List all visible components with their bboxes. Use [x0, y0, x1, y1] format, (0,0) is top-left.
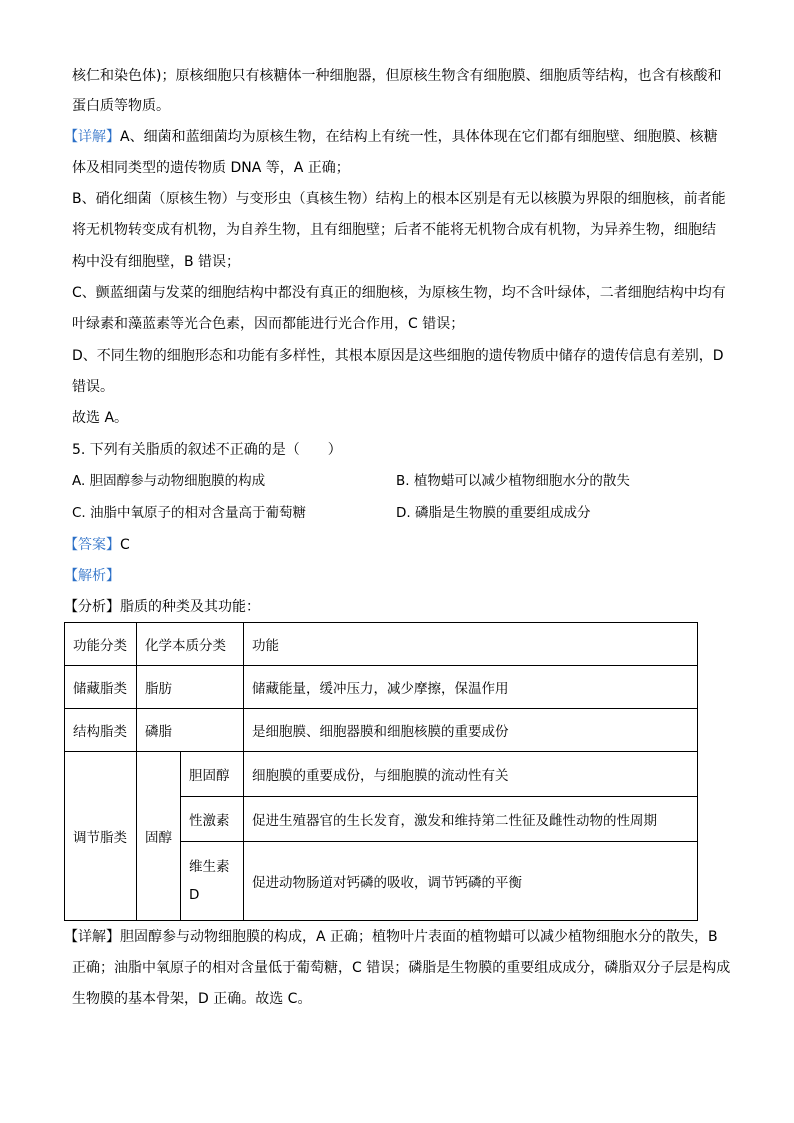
answer-line [64, 535, 130, 555]
table-cell: 固醇 [137, 752, 181, 921]
text-line: C、颤蓝细菌与发菜的细胞结构中都没有真正的细胞核，为原核生物，均不含叶绿体，二者细胞结构中均有 [72, 285, 726, 301]
text-line: 叶绿素和藻蓝素等光合色素，因而都能进行光合作用，C 错误； [72, 316, 465, 332]
option-c: C. 油脂中氧原子的相对含量高于葡萄糖 [72, 505, 307, 521]
option-d: D. 磷脂是生物膜的重要组成成分 [396, 505, 591, 521]
table-cell: 储藏脂类 [65, 666, 137, 709]
table-cell: 性激素 [181, 797, 244, 842]
detail-label: 【详解】 [64, 129, 120, 145]
text-line: B、硝化细菌（原核生物）与变形虫（真核生物）结构上的根本区别是有无以核膜为界限的细胞核，前者能 [72, 191, 726, 207]
table-header-row [65, 623, 698, 666]
fenxi-label: 【分析】 [64, 599, 120, 615]
text-line: 胆固醇参与动物细胞膜的构成，A 正确；植物叶片表面的植物蜡可以减少植物细胞水分的散失，B [120, 929, 718, 945]
fenxi-text: 脂质的种类及其功能： [120, 599, 260, 615]
table-row [65, 666, 698, 709]
text-line: 错误。 [72, 379, 114, 395]
table-cell: 脂肪 [137, 666, 244, 709]
question-stem: 5. 下列有关脂质的叙述不正确的是（ ） [72, 442, 342, 458]
text-line: 正确；油脂中氧原子的相对含量低于葡萄糖，C 错误；磷脂是生物膜的重要组成成分，磷脂双分子层是构成 [72, 960, 731, 976]
text-line: 体及相同类型的遗传物质 DNA 等，A 正确； [72, 160, 350, 176]
table-cell: 胆固醇 [181, 752, 244, 797]
analysis-label: 【解析】 [64, 568, 120, 584]
table-header-cell: 功能 [244, 623, 698, 666]
table-header-cell: 化学本质分类 [137, 623, 244, 666]
cell-line: 维生素 [189, 859, 230, 875]
detail-paragraph [64, 127, 718, 147]
fenxi-line [64, 597, 260, 617]
table-cell: 调节脂类 [65, 752, 137, 921]
table-header-cell: 功能分类 [65, 623, 137, 666]
table-cell: 磷脂 [137, 709, 244, 752]
table-cell [181, 842, 244, 921]
detail-label: 【详解】 [64, 929, 120, 945]
table-cell: 储藏能量，缓冲压力，减少摩擦，保温作用 [244, 666, 698, 709]
text-line: A、细菌和蓝细菌均为原核生物，在结构上有统一性，具体体现在它们都有细胞壁、细胞膜、核糖 [120, 129, 718, 145]
text-line: 故选 A。 [72, 410, 129, 426]
table-row [65, 709, 698, 752]
answer-label: 【答案】 [64, 537, 120, 553]
table-cell: 细胞膜的重要成份，与细胞膜的流动性有关 [244, 752, 698, 797]
table-row [65, 752, 698, 797]
table-cell: 促进生殖器官的生长发育，激发和维持第二性征及雌性动物的性周期 [244, 797, 698, 842]
answer-value: C [120, 537, 130, 553]
cell-line: D [189, 887, 200, 903]
text-line: 核仁和染色体)；原核细胞只有核糖体一种细胞器，但原核生物含有细胞膜、细胞质等结构，也含有核酸和 [72, 68, 722, 84]
analysis-line [64, 566, 120, 586]
option-b: B. 植物蜡可以减少植物细胞水分的散失 [396, 473, 630, 489]
text-line: 将无机物转变成有机物，为自养生物，且有细胞壁；后者不能将无机物合成有机物，为异养生物，细胞结 [72, 222, 716, 238]
text-line: 构中没有细胞壁，B 错误； [72, 254, 241, 270]
table-cell: 是细胞膜、细胞器膜和细胞核膜的重要成份 [244, 709, 698, 752]
option-a: A. 胆固醇参与动物细胞膜的构成 [72, 473, 266, 489]
lipid-table [64, 622, 698, 921]
text-line: 生物膜的基本骨架，D 正确。故选 C。 [72, 991, 312, 1007]
text-line: D、不同生物的细胞形态和功能有多样性，其根本原因是这些细胞的遗传物质中储存的遗传信息有差别，D [72, 348, 724, 364]
table-cell: 促进动物肠道对钙磷的吸收，调节钙磷的平衡 [244, 842, 698, 921]
text-line: 蛋白质等物质。 [72, 98, 170, 114]
table-cell: 结构脂类 [65, 709, 137, 752]
detail2-paragraph [64, 927, 718, 947]
